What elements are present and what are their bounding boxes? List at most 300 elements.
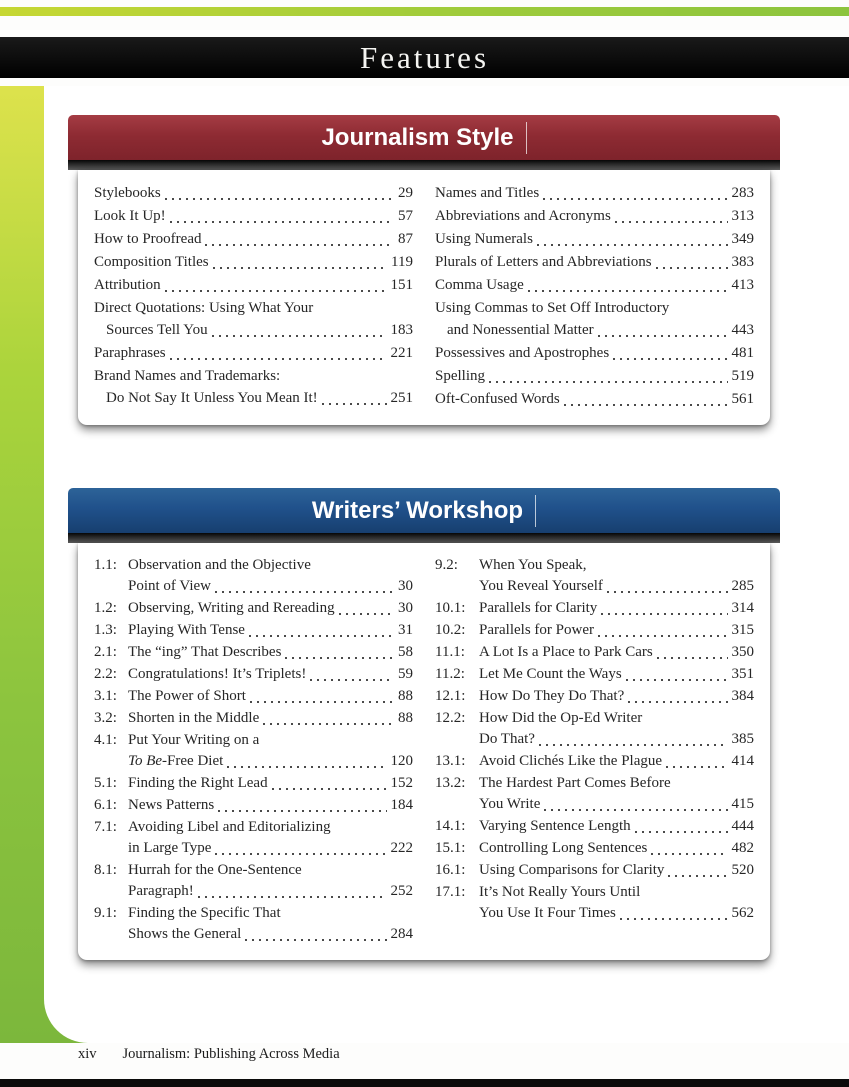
- toc-entry: [94, 365, 413, 409]
- entry-text: Composition Titles: [94, 254, 209, 270]
- toc-entry: [435, 664, 754, 685]
- page-number: 30: [398, 600, 413, 616]
- journalism-style-content: [78, 170, 770, 425]
- page-number: 88: [398, 710, 413, 726]
- entry-line: The Hardest Part Comes Before: [479, 775, 671, 791]
- page-number: 184: [390, 797, 413, 813]
- entry-text: Oft-Confused Words: [435, 391, 560, 407]
- dot-leader: [656, 267, 728, 269]
- entry-last-line: [479, 860, 754, 881]
- page-number: 30: [398, 578, 413, 594]
- dot-leader: [620, 918, 728, 920]
- entry-text: Do Not Say It Unless You Mean It!: [106, 390, 318, 406]
- entry-text: Playing With Tense: [128, 622, 245, 638]
- section-title: Writers’ Workshop: [311, 496, 524, 524]
- entry-number: 11.1:: [435, 644, 465, 660]
- entry-last-line: [479, 642, 754, 663]
- entry-text: Using Comparisons for Clarity: [479, 862, 665, 878]
- top-accent-bar: [0, 7, 849, 16]
- page-number: 383: [731, 254, 754, 270]
- entry-last-line: [128, 838, 413, 859]
- page-number: 120: [390, 753, 413, 769]
- page-number: 59: [398, 666, 413, 682]
- writers-workshop-section: [68, 488, 780, 960]
- entry-number: 5.1:: [94, 775, 117, 791]
- dot-leader: [651, 853, 727, 855]
- entry-content: [94, 342, 413, 364]
- entry-number: 11.2:: [435, 666, 465, 682]
- toc-entry: [94, 664, 413, 685]
- entry-last-line: [479, 816, 754, 837]
- dot-leader: [613, 358, 727, 360]
- entry-text: -Free Diet: [162, 753, 224, 769]
- dot-leader: [544, 809, 727, 811]
- toc-entry: [435, 816, 754, 837]
- dot-leader: [668, 875, 727, 877]
- entry-last-line: [128, 686, 413, 707]
- entry-number: 9.2:: [435, 557, 458, 573]
- toc-entry: [435, 620, 754, 641]
- entry-text: Plurals of Letters and Abbreviations: [435, 254, 652, 270]
- entry-content: [94, 182, 413, 204]
- toc-column-right: [435, 555, 754, 946]
- toc-entry: [435, 686, 754, 707]
- entry-text: Let Me Count the Ways: [479, 666, 622, 682]
- entry-content: [479, 555, 754, 597]
- entry-last-line: [128, 642, 413, 663]
- entry-last-line: [435, 388, 754, 410]
- page-number: 29: [398, 185, 413, 201]
- dot-leader: [165, 198, 394, 200]
- entry-text: Parallels for Clarity: [479, 600, 598, 616]
- entry-line: When You Speak,: [479, 557, 587, 573]
- entry-line: Avoiding Libel and Editorializing: [128, 819, 331, 835]
- entry-content: [94, 274, 413, 296]
- toc-entry: [94, 860, 413, 902]
- toc-entry: [435, 251, 754, 273]
- page-number: 88: [398, 688, 413, 704]
- entry-number: 8.1:: [94, 862, 117, 878]
- entry-text: How to Proofread: [94, 231, 202, 247]
- entry-content: [128, 708, 413, 729]
- entry-last-line: [128, 576, 413, 597]
- entry-text: How Do They Do That?: [479, 688, 625, 704]
- entry-content: [128, 773, 413, 794]
- dot-leader: [198, 896, 387, 898]
- entry-last-line: [128, 620, 413, 641]
- toc-entry: [94, 708, 413, 729]
- dot-leader: [626, 679, 728, 681]
- dot-leader: [213, 267, 387, 269]
- entry-content: [479, 860, 754, 881]
- toc-entry: [435, 297, 754, 341]
- page-number: 520: [731, 862, 754, 878]
- entry-number: 2.2:: [94, 666, 117, 682]
- title-divider-line: [526, 122, 527, 154]
- toc-entry: [94, 773, 413, 794]
- entry-last-line: [128, 598, 413, 619]
- toc-entry: [435, 598, 754, 619]
- dot-leader: [628, 701, 727, 703]
- entry-last-line: [128, 795, 413, 816]
- footer-book-title: Journalism: Publishing Across Media: [122, 1046, 340, 1062]
- toc-entry: [94, 642, 413, 663]
- entry-number: 7.1:: [94, 819, 117, 835]
- dot-leader: [598, 635, 728, 637]
- toc-entry: [435, 642, 754, 663]
- dot-leader: [310, 679, 394, 681]
- page-number: 152: [390, 775, 413, 791]
- page-number: 283: [731, 185, 754, 201]
- page-number: 313: [731, 208, 754, 224]
- entry-number: 1.2:: [94, 600, 117, 616]
- entry-last-line: [94, 182, 413, 204]
- dot-leader: [245, 939, 386, 941]
- entry-content: [128, 903, 413, 945]
- dot-leader: [272, 788, 387, 790]
- entry-text: Stylebooks: [94, 185, 161, 201]
- toc-entry: [94, 817, 413, 859]
- entry-number: 12.1:: [435, 688, 466, 704]
- entry-text: Varying Sentence Length: [479, 818, 631, 834]
- toc-entry: [94, 182, 413, 204]
- entry-content: [128, 686, 413, 707]
- page-number: 561: [731, 391, 754, 407]
- entry-content: [128, 598, 413, 619]
- toc-entry: [435, 274, 754, 296]
- entry-content: [479, 816, 754, 837]
- writers-workshop-content: [78, 543, 770, 960]
- toc-column-left: [94, 182, 413, 411]
- entry-content: [435, 388, 754, 410]
- entry-content: [479, 882, 754, 924]
- entry-content: [435, 205, 754, 227]
- entry-last-line: [479, 729, 754, 750]
- page-number: 57: [398, 208, 413, 224]
- entry-number: 3.1:: [94, 688, 117, 704]
- entry-text: Attribution: [94, 277, 161, 293]
- entry-last-line: [479, 598, 754, 619]
- page-number: 252: [390, 883, 413, 899]
- dot-leader: [598, 335, 728, 337]
- toc-entry: [435, 342, 754, 364]
- entry-content: [128, 642, 413, 663]
- dot-leader: [215, 591, 394, 593]
- entry-last-line: [435, 274, 754, 296]
- page-number: 349: [731, 231, 754, 247]
- dot-leader: [489, 381, 727, 383]
- entry-text-italic: To Be: [128, 753, 163, 769]
- toc-entry: [94, 555, 413, 597]
- entry-number: 12.2:: [435, 710, 466, 726]
- entry-content: [128, 817, 413, 859]
- page-number: 87: [398, 231, 413, 247]
- entry-last-line: [128, 664, 413, 685]
- entry-content: [128, 730, 413, 772]
- entry-number: 10.2:: [435, 622, 466, 638]
- entry-text: A Lot Is a Place to Park Cars: [479, 644, 653, 660]
- entry-text: Shows the General: [128, 926, 242, 942]
- entry-content: [128, 795, 413, 816]
- writers-workshop-header: [68, 488, 780, 533]
- entry-number: 9.1:: [94, 905, 117, 921]
- entry-last-line: [479, 838, 754, 859]
- entry-text: Shorten in the Middle: [128, 710, 260, 726]
- entry-number: 17.1:: [435, 884, 466, 900]
- page-header-bar: [0, 37, 849, 78]
- entry-last-line: [94, 228, 413, 250]
- dot-leader: [227, 766, 386, 768]
- entry-content: [94, 365, 413, 409]
- entry-content: [94, 228, 413, 250]
- entry-line: Observation and the Objective: [128, 557, 311, 573]
- entry-last-line: [94, 319, 413, 341]
- page-number: 384: [731, 688, 754, 704]
- toc-entry: [94, 795, 413, 816]
- entry-last-line: [94, 205, 413, 227]
- toc-entry: [94, 730, 413, 772]
- toc-entry: [94, 205, 413, 227]
- page-title: Features: [359, 39, 490, 75]
- dot-leader: [607, 591, 728, 593]
- entry-last-line: [479, 686, 754, 707]
- dot-leader: [537, 244, 728, 246]
- entry-last-line: [435, 319, 754, 341]
- entry-content: [479, 620, 754, 641]
- entry-content: [435, 182, 754, 204]
- toc-entry: [435, 860, 754, 881]
- entry-text: Sources Tell You: [106, 322, 208, 338]
- dot-leader: [212, 335, 387, 337]
- entry-content: [128, 860, 413, 902]
- section-title: Journalism Style: [321, 123, 514, 151]
- entry-content: [435, 365, 754, 387]
- entry-last-line: [479, 751, 754, 772]
- entry-text: Do That?: [479, 731, 535, 747]
- entry-text: Point of View: [128, 578, 211, 594]
- page-number: 481: [731, 345, 754, 361]
- toc-entry: [94, 274, 413, 296]
- toc-entry: [435, 708, 754, 750]
- page-number: 284: [390, 926, 413, 942]
- page-number: 482: [731, 840, 754, 856]
- entry-last-line: [435, 251, 754, 273]
- entry-number: 6.1:: [94, 797, 117, 813]
- dot-leader: [263, 723, 394, 725]
- dot-leader: [322, 403, 387, 405]
- entry-line: It’s Not Really Yours Until: [479, 884, 641, 900]
- entry-last-line: [479, 576, 754, 597]
- page-number: 251: [390, 390, 413, 406]
- entry-content: [435, 297, 754, 341]
- entry-content: [94, 205, 413, 227]
- entry-number: 16.1:: [435, 862, 466, 878]
- entry-text: Congratulations! It’s Triplets!: [128, 666, 307, 682]
- entry-line: Direct Quotations: Using What Your: [94, 300, 314, 316]
- toc-entry: [435, 555, 754, 597]
- entry-number: 1.3:: [94, 622, 117, 638]
- toc-entry: [94, 251, 413, 273]
- entry-line: Brand Names and Trademarks:: [94, 368, 281, 384]
- dot-leader: [601, 613, 727, 615]
- entry-last-line: [435, 182, 754, 204]
- toc-column-right: [435, 182, 754, 411]
- journalism-style-section: [68, 115, 780, 425]
- dot-leader: [666, 766, 727, 768]
- journalism-style-header: [68, 115, 780, 160]
- toc-entry: [94, 228, 413, 250]
- entry-last-line: [479, 794, 754, 815]
- entry-text: You Write: [479, 796, 541, 812]
- page-number: 413: [731, 277, 754, 293]
- entry-content: [128, 620, 413, 641]
- entry-content: [128, 664, 413, 685]
- entry-line: How Did the Op-Ed Writer: [479, 710, 643, 726]
- bottom-bar: [0, 1079, 849, 1087]
- header-shadow-band: [68, 533, 780, 543]
- entry-text: You Use It Four Times: [479, 905, 616, 921]
- toc-entry: [94, 903, 413, 945]
- toc-entry: [94, 297, 413, 341]
- entry-content: [479, 773, 754, 815]
- entry-content: [479, 664, 754, 685]
- entry-content: [94, 297, 413, 341]
- dot-leader: [657, 657, 728, 659]
- entry-line: Finding the Specific That: [128, 905, 281, 921]
- dot-leader: [635, 831, 728, 833]
- page-number: 350: [731, 644, 754, 660]
- entry-text: Using Numerals: [435, 231, 533, 247]
- dot-leader: [564, 404, 728, 406]
- entry-content: [435, 342, 754, 364]
- entry-number: 13.2:: [435, 775, 466, 791]
- entry-content: [479, 751, 754, 772]
- page-number: 414: [731, 753, 754, 769]
- dot-leader: [165, 290, 387, 292]
- entry-text: and Nonessential Matter: [447, 322, 594, 338]
- toc-entry: [435, 388, 754, 410]
- page-number: 221: [390, 345, 413, 361]
- page-number: 415: [731, 796, 754, 812]
- entry-line: Using Commas to Set Off Introductory: [435, 300, 670, 316]
- toc-entry: [435, 228, 754, 250]
- entry-text: Avoid Clichés Like the Plague: [479, 753, 663, 769]
- page-number: 385: [731, 731, 754, 747]
- toc-entry: [94, 598, 413, 619]
- toc-entry: [435, 838, 754, 859]
- entry-last-line: [94, 342, 413, 364]
- dot-leader: [285, 657, 394, 659]
- entry-last-line: [94, 251, 413, 273]
- dot-leader: [528, 290, 728, 292]
- page-number: 119: [391, 254, 413, 270]
- toc-entry: [94, 686, 413, 707]
- toc-entry: [435, 773, 754, 815]
- toc-entry: [94, 620, 413, 641]
- page-number: 519: [731, 368, 754, 384]
- entry-text: You Reveal Yourself: [479, 578, 603, 594]
- page-number: 58: [398, 644, 413, 660]
- entry-last-line: [94, 274, 413, 296]
- dot-leader: [218, 810, 386, 812]
- entry-text: Names and Titles: [435, 185, 540, 201]
- entry-last-line: [435, 205, 754, 227]
- entry-last-line: [128, 773, 413, 794]
- page-number: 183: [390, 322, 413, 338]
- dot-leader: [543, 198, 727, 200]
- entry-number: 2.1:: [94, 644, 117, 660]
- toc-entry: [435, 751, 754, 772]
- dot-leader: [339, 613, 394, 615]
- entry-number: 3.2:: [94, 710, 117, 726]
- entry-content: [479, 642, 754, 663]
- entry-content: [435, 274, 754, 296]
- page-number: 444: [731, 818, 754, 834]
- toc-entry: [435, 365, 754, 387]
- page-number: 315: [731, 622, 754, 638]
- toc-entry: [435, 882, 754, 924]
- folio-page-number: xiv: [78, 1046, 97, 1062]
- entry-last-line: [128, 924, 413, 945]
- entry-last-line: [94, 387, 413, 409]
- entry-content: [479, 598, 754, 619]
- page-number: 351: [731, 666, 754, 682]
- dot-leader: [170, 358, 387, 360]
- entry-number: 13.1:: [435, 753, 466, 769]
- entry-text: Parallels for Power: [479, 622, 594, 638]
- entry-content: [479, 708, 754, 750]
- toc-entry: [94, 342, 413, 364]
- page-number: 285: [731, 578, 754, 594]
- entry-content: [435, 251, 754, 273]
- page-footer: [78, 1046, 340, 1063]
- entry-text: Abbreviations and Acronyms: [435, 208, 611, 224]
- entry-last-line: [435, 365, 754, 387]
- entry-last-line: [435, 228, 754, 250]
- entry-text: Observing, Writing and Rereading: [128, 600, 335, 616]
- entry-text: in Large Type: [128, 840, 212, 856]
- page-number: 562: [731, 905, 754, 921]
- header-shadow-band: [68, 160, 780, 170]
- entry-last-line: [479, 903, 754, 924]
- entry-text: Possessives and Apostrophes: [435, 345, 610, 361]
- entry-last-line: [435, 342, 754, 364]
- entry-number: 10.1:: [435, 600, 466, 616]
- entry-text: Paragraph!: [128, 883, 194, 899]
- page-number: 443: [731, 322, 754, 338]
- dot-leader: [170, 221, 394, 223]
- toc-entry: [435, 182, 754, 204]
- entry-number: 4.1:: [94, 732, 117, 748]
- page-number: 222: [390, 840, 413, 856]
- page-number: 151: [390, 277, 413, 293]
- entry-last-line: [128, 881, 413, 902]
- toc-column-left: [94, 555, 413, 946]
- entry-content: [479, 686, 754, 707]
- dot-leader: [249, 635, 394, 637]
- entry-text: Finding the Right Lead: [128, 775, 268, 791]
- entry-text: Comma Usage: [435, 277, 524, 293]
- entry-text: The “ing” That Describes: [128, 644, 282, 660]
- title-divider-line: [535, 495, 536, 527]
- dot-leader: [250, 701, 394, 703]
- page-number: 314: [731, 600, 754, 616]
- entry-text: Spelling: [435, 368, 486, 384]
- entry-number: 15.1:: [435, 840, 466, 856]
- entry-number: 1.1:: [94, 557, 117, 573]
- dot-leader: [215, 853, 386, 855]
- toc-entry: [435, 205, 754, 227]
